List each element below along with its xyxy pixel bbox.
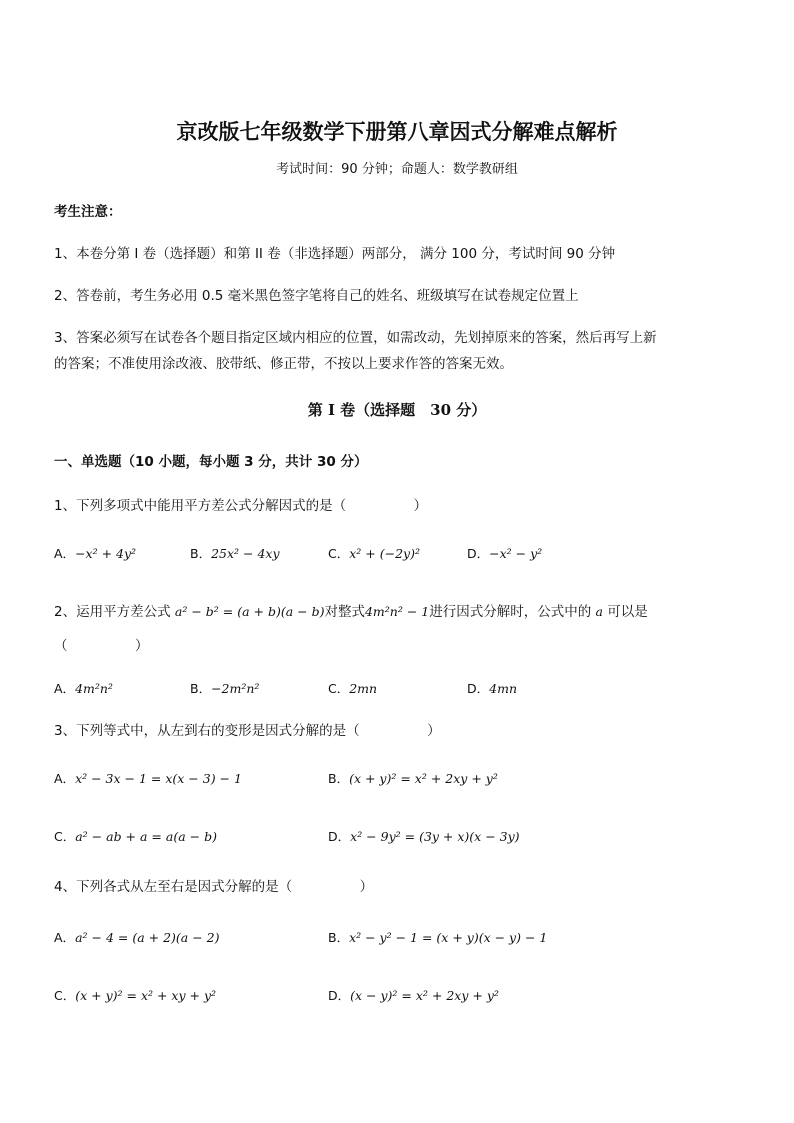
part-heading: 一、单选题（10 小题，每小题 3 分，共计 30 分） [54,454,368,470]
question-2-option-a[interactable] [54,678,113,697]
option-expression: (x − y)² = x² + 2xy + y² [350,988,499,1003]
question-4-option-b[interactable] [328,927,547,946]
option-expression: x² + (−2y)² [349,546,420,561]
question-2-stem-mid: 对整式 [324,604,365,620]
notice-item-3-line-1: 3、答案必须写在试卷各个题目指定区域内相应的位置，如需改动，先划掉原来的答案，然后再写上新 [54,330,657,346]
option-label: B． [328,930,350,945]
option-label: D． [328,988,351,1003]
question-2-stem-post: 进行因式分解时，公式中的 [429,604,592,620]
question-3-option-c[interactable] [54,826,217,845]
question-2-stem [54,600,648,620]
section-title: 第 I 卷（选择题 30 分） [307,401,487,419]
option-expression: 2mn [349,681,378,696]
option-label: A． [54,546,76,561]
option-label: A． [54,681,76,696]
question-3-option-a[interactable] [54,768,242,787]
option-expression: x² − 9y² = (3y + x)(x − 3y) [350,829,520,844]
option-expression: 25x² − 4xy [211,546,280,561]
question-1-stem: 1、下列多项式中能用平方差公式分解因式的是（ ） [54,498,428,514]
question-2-option-d[interactable] [467,678,517,697]
question-4-option-a[interactable] [54,927,219,946]
exam-info: 考试时间：90 分钟；命题人：数学教研组 [276,162,518,177]
question-1-option-c[interactable] [328,543,420,562]
page-title: 京改版七年级数学下册第八章因式分解难点解析 [176,119,618,144]
option-expression: −2m²n² [211,681,260,696]
option-expression: a² − 4 = (a + 2)(a − 2) [75,930,220,945]
option-expression: −x² + 4y² [75,546,137,561]
question-1-option-a[interactable] [54,543,136,562]
option-expression: (x + y)² = x² + xy + y² [75,988,217,1003]
question-3-option-b[interactable] [328,768,498,787]
question-2-variable: a [595,604,603,619]
option-label: A． [54,771,76,786]
option-expression: (x + y)² = x² + 2xy + y² [349,771,498,786]
notice-item-2: 2、答卷前，考生务必用 0.5 毫米黑色签字笔将自己的姓名、班级填写在试卷规定位置上 [54,288,579,304]
question-2-formula: a² − b² = (a + b)(a − b) [174,604,325,619]
option-expression: 4m²n² [75,681,113,696]
question-3-option-d[interactable] [328,826,520,845]
question-4-option-d[interactable] [328,985,499,1004]
notice-heading: 考生注意： [54,204,122,220]
notice-item-1: 1、本卷分第 I 卷（选择题）和第 II 卷（非选择题）两部分， 满分 100 分，考试时间 90 分钟 [54,246,616,262]
option-label: B． [190,546,212,561]
question-2-option-b[interactable] [190,678,259,697]
option-label: C． [328,546,350,561]
option-label: B． [190,681,212,696]
option-label: C． [328,681,350,696]
option-label: D． [467,546,490,561]
option-expression: 4mn [489,681,517,696]
option-label: A． [54,930,76,945]
question-1-option-d[interactable] [467,543,542,562]
option-expression: −x² − y² [489,546,543,561]
option-label: C． [54,829,76,844]
option-expression: a² − ab + a = a(a − b) [75,829,217,844]
question-4-stem: 4、下列各式从左至右是因式分解的是（ ） [54,879,374,895]
question-2-stem-prefix: 2、运用平方差公式 [54,604,171,620]
option-expression: x² − y² − 1 = (x + y)(x − y) − 1 [349,930,548,945]
option-label: C． [54,988,76,1003]
notice-item-3-line-2: 的答案；不准使用涂改液、胶带纸、修正带，不按以上要求作答的答案无效。 [54,356,513,372]
question-2-stem-line-2: （ ） [54,638,149,654]
option-label: B． [328,771,350,786]
question-3-stem: 3、下列等式中，从左到右的变形是因式分解的是（ ） [54,723,441,739]
question-2-option-c[interactable] [328,678,377,697]
option-label: D． [467,681,490,696]
question-4-option-c[interactable] [54,985,216,1004]
option-expression: x² − 3x − 1 = x(x − 3) − 1 [75,771,242,786]
question-2-stem-end: 可以是 [607,604,648,620]
question-1-option-b[interactable] [190,543,280,562]
option-label: D． [328,829,351,844]
question-2-expression: 4m²n² − 1 [364,604,430,619]
